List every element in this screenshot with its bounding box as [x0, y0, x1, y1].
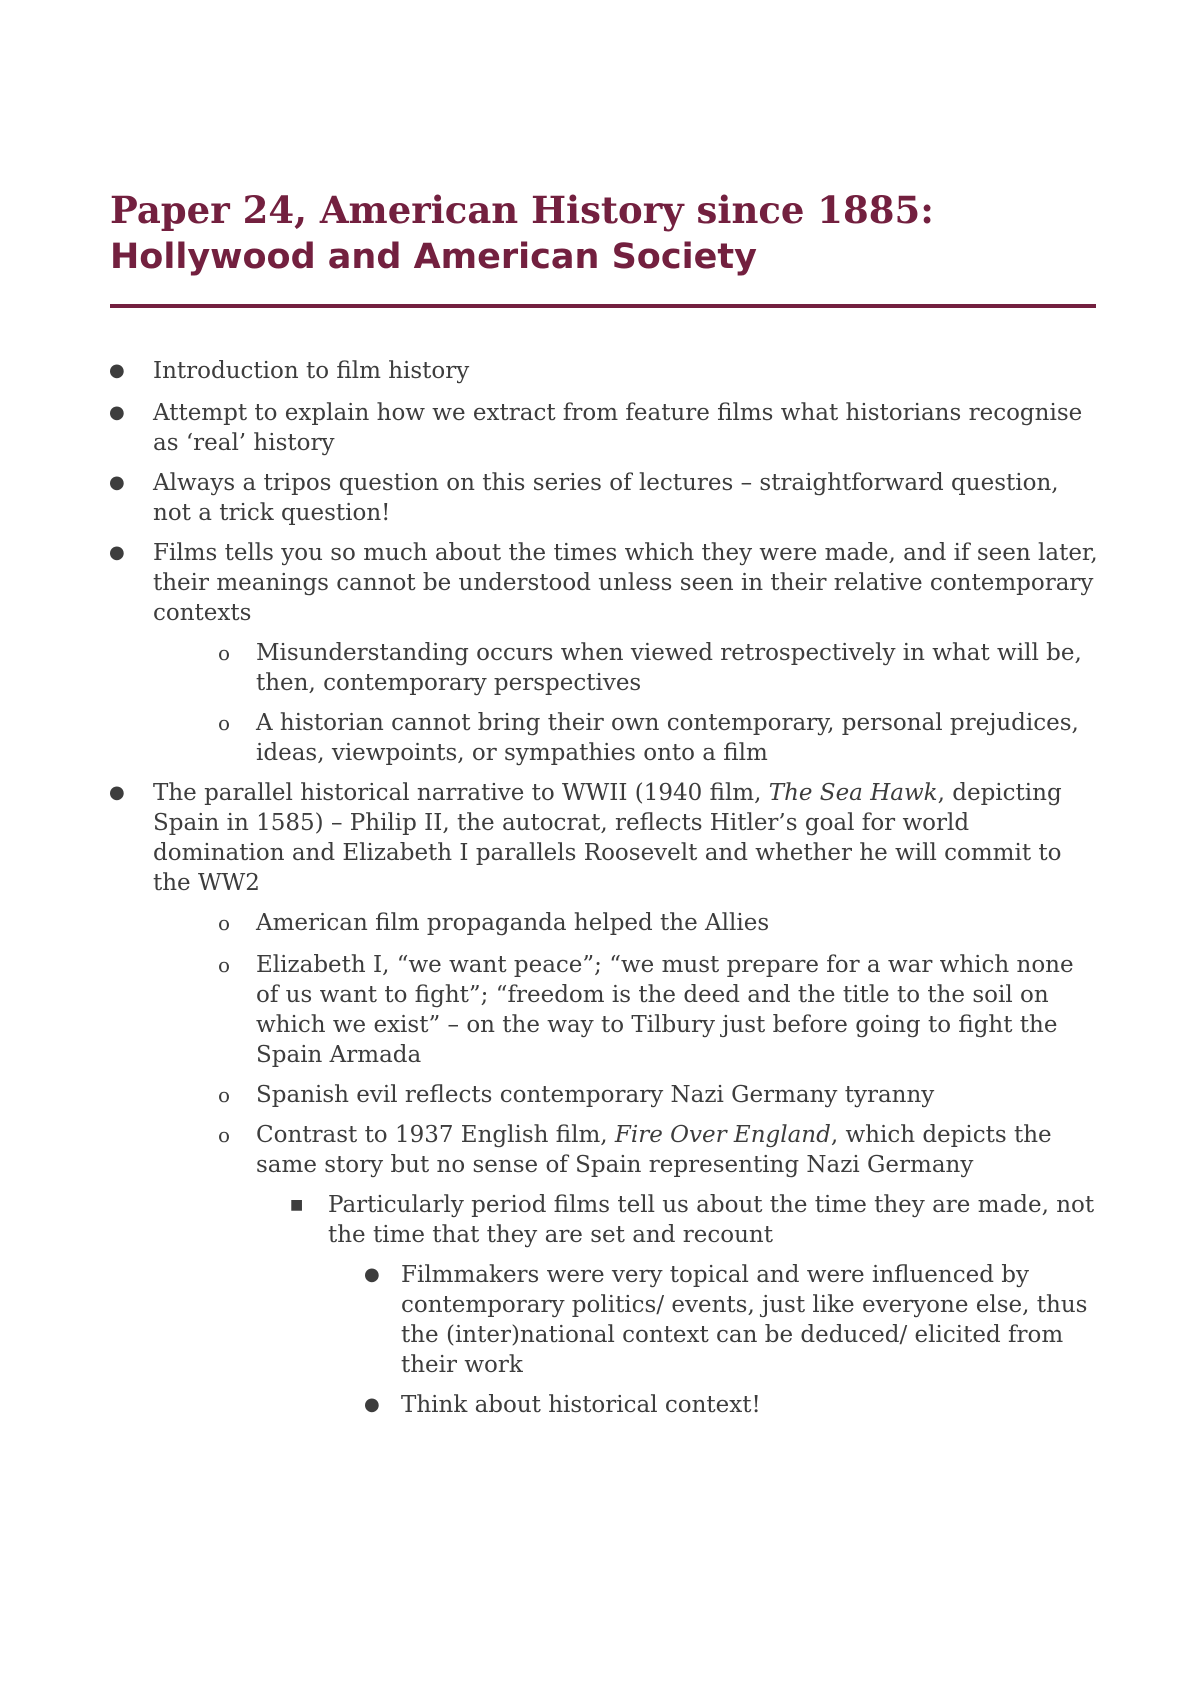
- list-item-text: [153, 398, 1101, 458]
- bullet-marker: ●: [109, 782, 125, 803]
- text-segment: Particularly period films tell us about the time they are made, not the time that they are set and recount: [328, 1192, 1095, 1248]
- list-item: [0, 468, 1101, 528]
- list-item-text: [153, 538, 1101, 628]
- text-segment: Elizabeth I, “we want peace”; “we must prepare for a war which none of us want to fight”; “freedom is the deed and the title to the soil on which we exist” – on the way to Tilbury just before going to fight the Spain Armada: [256, 952, 1074, 1068]
- list-item-text: [153, 468, 1101, 528]
- bullet-marker: ●: [364, 1394, 380, 1415]
- bullet-marker: ■: [290, 1197, 304, 1213]
- text-segment: The parallel historical narrative to WWII (1940 film,: [153, 780, 769, 806]
- list-item: [0, 1260, 1101, 1380]
- list-item-text: [256, 908, 1101, 938]
- bullet-marker: o: [218, 953, 231, 977]
- text-segment: Misunderstanding occurs when viewed retrospectively in what will be, then, contemporary perspectives: [256, 640, 1082, 696]
- list-item: [0, 908, 1101, 938]
- list-item: [0, 950, 1101, 1070]
- text-segment: Contrast to 1937 English film,: [256, 1122, 615, 1148]
- list-item-text: [256, 708, 1101, 768]
- list-item: [0, 538, 1101, 628]
- text-segment: Films tells you so much about the times which they were made, and if seen later, their meanings cannot be understood unless seen in their relative contemporary contexts: [153, 540, 1098, 626]
- bullet-marker: ●: [109, 360, 125, 381]
- list-item: [0, 1190, 1101, 1250]
- text-segment: Spanish evil reflects contemporary Nazi Germany tyranny: [256, 1082, 935, 1108]
- text-segment: Introduction to film history: [153, 358, 470, 384]
- list-item: [0, 356, 1101, 386]
- list-item-text: [153, 356, 1101, 386]
- list-item: [0, 1390, 1101, 1420]
- list-item-text: [153, 778, 1101, 898]
- film-title: The Sea Hawk: [768, 780, 938, 806]
- list-item-text: [256, 950, 1101, 1070]
- bullet-marker: ●: [364, 1264, 380, 1285]
- list-item: [0, 778, 1101, 898]
- bullet-marker: ●: [109, 402, 125, 423]
- list-item-text: [256, 1080, 1101, 1110]
- text-segment: American film propaganda helped the Allies: [256, 910, 770, 936]
- text-segment: Filmmakers were very topical and were influenced by contemporary politics/ events, just like everyone else, thus the (inter)national context can be deduced/ elicited from their work: [401, 1262, 1088, 1378]
- film-title: Fire Over England: [614, 1122, 831, 1148]
- bullet-marker: o: [218, 911, 231, 935]
- list-item-text: [401, 1260, 1101, 1380]
- text-segment: Always a tripos question on this series of lectures – straightforward question, not a trick question!: [153, 470, 1059, 526]
- list-item: [0, 708, 1101, 768]
- notes-list: [0, 356, 1200, 1430]
- list-item: [0, 1120, 1101, 1180]
- text-segment: , depicting Spain in 1585) – Philip II, the autocrat, reflects Hitler’s goal for world domination and Elizabeth I parallels Roosevelt and whether he will commit to the WW2: [153, 780, 1062, 896]
- list-item: [0, 1080, 1101, 1110]
- text-segment: Attempt to explain how we extract from feature films what historians recognise as ‘real’ history: [153, 400, 1083, 456]
- bullet-marker: o: [218, 711, 231, 735]
- bullet-marker: ●: [109, 542, 125, 563]
- document-title: Paper 24, American History since 1885:: [110, 188, 934, 232]
- bullet-marker: o: [218, 1123, 231, 1147]
- title-divider: [110, 304, 1096, 308]
- list-item-text: [328, 1190, 1101, 1250]
- list-item-text: [256, 638, 1101, 698]
- list-item: [0, 638, 1101, 698]
- bullet-marker: o: [218, 1083, 231, 1107]
- list-item: [0, 398, 1101, 458]
- text-segment: , which depicts the same story but no sense of Spain representing Nazi Germany: [256, 1122, 1052, 1178]
- list-item-text: [256, 1120, 1101, 1180]
- text-segment: Think about historical context!: [401, 1392, 761, 1418]
- document-subtitle: Hollywood and American Society: [110, 237, 757, 277]
- bullet-marker: ●: [109, 472, 125, 493]
- list-item-text: [401, 1390, 1101, 1420]
- text-segment: A historian cannot bring their own contemporary, personal prejudices, ideas, viewpoints, or sympathies onto a film: [256, 710, 1079, 766]
- bullet-marker: o: [218, 641, 231, 665]
